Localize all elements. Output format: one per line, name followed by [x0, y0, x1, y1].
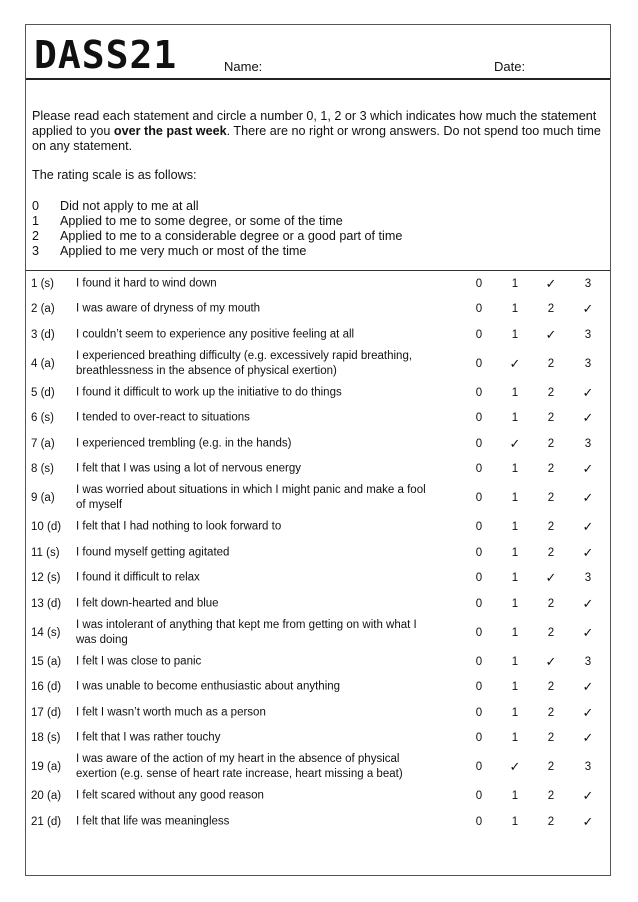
rating-option-0[interactable]: 0 [475, 626, 483, 639]
item-statement: I felt down-hearted and blue [76, 597, 219, 610]
item-statement: I tended to over-react to situations [76, 411, 250, 424]
selected-check-mark[interactable]: ✓ [582, 813, 594, 829]
instructions [32, 109, 608, 154]
selected-check-mark[interactable]: ✓ [509, 435, 521, 451]
rating-option-2[interactable]: 2 [547, 790, 555, 803]
item-code: 9 (a) [31, 492, 55, 505]
dass21-form [25, 24, 611, 876]
item-code: 1 (s) [31, 277, 54, 290]
item-statement: I couldn’t seem to experience any positive feeling at all [76, 328, 355, 341]
rating-option-3[interactable]: 3 [584, 328, 592, 341]
questionnaire-row [26, 675, 610, 701]
rating-option-2[interactable]: 2 [547, 815, 555, 828]
form-header [26, 25, 610, 79]
rating-scale-description: Applied to me to a considerable degree or a good part of time [60, 229, 403, 243]
item-statement: I experienced trembling (e.g. in the hands) [76, 437, 292, 450]
selected-check-mark[interactable]: ✓ [545, 326, 557, 342]
rating-option-1[interactable]: 1 [511, 732, 519, 745]
item-code: 16 (d) [31, 681, 62, 694]
rating-scale-number: 2 [32, 229, 40, 243]
item-statement: I felt scared without any good reason [76, 789, 264, 802]
rating-option-1[interactable]: 1 [511, 492, 519, 505]
rating-option-0[interactable]: 0 [475, 303, 483, 316]
selected-check-mark[interactable]: ✓ [582, 490, 594, 506]
item-code: 20 (a) [31, 790, 62, 803]
rating-scale-item [32, 229, 402, 244]
item-statement: I felt I wasn’t worth much as a person [76, 706, 266, 719]
rating-scale-item [32, 214, 402, 229]
item-statement: I found it hard to wind down [76, 277, 217, 290]
name-field-label: Name: [224, 59, 263, 74]
rating-option-2[interactable]: 2 [547, 597, 555, 610]
rating-scale-list [32, 199, 402, 259]
instructions-part1: Please read each statement and circle a number 0, 1, 2 or 3 which indicates how much the statement applied to you [32, 109, 597, 138]
rating-option-3[interactable]: 3 [584, 437, 592, 450]
rating-option-2[interactable]: 2 [547, 546, 555, 559]
instructions-emphasis: over the past week [113, 124, 227, 138]
rating-option-2[interactable]: 2 [547, 386, 555, 399]
rating-option-2[interactable]: 2 [547, 521, 555, 534]
questionnaire-row [26, 322, 610, 348]
rating-option-0[interactable]: 0 [475, 521, 483, 534]
rating-option-2[interactable]: 2 [547, 706, 555, 719]
rating-option-1[interactable]: 1 [511, 597, 519, 610]
item-statement: I was unable to become enthusiastic about anything [76, 680, 341, 693]
rating-option-0[interactable]: 0 [475, 277, 483, 290]
item-statement: I felt that I was using a lot of nervous energy [76, 462, 302, 475]
rating-option-1[interactable]: 1 [511, 681, 519, 694]
selected-check-mark[interactable]: ✓ [582, 730, 594, 746]
questionnaire-row [26, 380, 610, 406]
rating-option-1[interactable]: 1 [511, 790, 519, 803]
rating-option-2[interactable]: 2 [547, 732, 555, 745]
item-code: 13 (d) [31, 597, 62, 610]
rating-option-2[interactable]: 2 [547, 761, 555, 774]
rating-option-3[interactable]: 3 [584, 655, 592, 668]
selected-check-mark[interactable]: ✓ [545, 275, 557, 291]
item-statement: I felt I was close to panic [76, 655, 202, 668]
instructions-part2: . There are no right or wrong answers. Do not spend too much time on any statement. [32, 124, 601, 153]
questionnaire-row [26, 515, 610, 541]
item-code: 3 (d) [31, 328, 55, 341]
rating-option-0[interactable]: 0 [475, 790, 483, 803]
item-code: 17 (d) [31, 706, 62, 719]
selected-check-mark[interactable]: ✓ [582, 461, 594, 477]
selected-check-mark[interactable]: ✓ [582, 788, 594, 804]
item-code: 6 (s) [31, 412, 54, 425]
item-statement: I was aware of dryness of my mouth [76, 302, 261, 315]
rating-option-2[interactable]: 2 [547, 626, 555, 639]
rating-option-1[interactable]: 1 [511, 463, 519, 476]
selected-check-mark[interactable]: ✓ [582, 410, 594, 426]
rating-option-0[interactable]: 0 [475, 328, 483, 341]
questionnaire-row [26, 700, 610, 726]
selected-check-mark[interactable]: ✓ [509, 759, 521, 775]
rating-option-0[interactable]: 0 [475, 492, 483, 505]
item-code: 2 (a) [31, 303, 55, 316]
rating-option-1[interactable]: 1 [511, 521, 519, 534]
item-code: 12 (s) [31, 572, 61, 585]
rating-option-2[interactable]: 2 [547, 303, 555, 316]
rating-option-0[interactable]: 0 [475, 357, 483, 370]
rating-option-0[interactable]: 0 [475, 681, 483, 694]
rating-option-1[interactable]: 1 [511, 815, 519, 828]
item-code: 7 (a) [31, 437, 55, 450]
rating-option-1[interactable]: 1 [511, 277, 519, 290]
rating-option-0[interactable]: 0 [475, 546, 483, 559]
selected-check-mark[interactable]: ✓ [582, 624, 594, 640]
item-statement: I was worried about situations in which I might panic and make a fool of myself [76, 484, 426, 512]
rating-option-3[interactable]: 3 [584, 761, 592, 774]
item-code: 4 (a) [31, 357, 55, 370]
rating-option-1[interactable]: 1 [511, 328, 519, 341]
rating-option-0[interactable]: 0 [475, 706, 483, 719]
rating-scale-description: Applied to me very much or most of the time [60, 244, 307, 258]
item-code: 8 (s) [31, 463, 54, 476]
item-statement: I found myself getting agitated [76, 546, 230, 559]
date-field-label: Date: [494, 59, 526, 74]
rating-option-2[interactable]: 2 [547, 463, 555, 476]
questionnaire-row [26, 482, 610, 515]
questionnaire-row [26, 431, 610, 457]
rating-scale-description: Did not apply to me at all [60, 199, 199, 213]
item-code: 18 (s) [31, 732, 61, 745]
rating-option-3[interactable]: 3 [584, 277, 592, 290]
rating-option-0[interactable]: 0 [475, 597, 483, 610]
rating-option-1[interactable]: 1 [511, 572, 519, 585]
questionnaire-row [26, 457, 610, 483]
selected-check-mark[interactable]: ✓ [582, 704, 594, 720]
rating-scale-item [32, 244, 402, 259]
selected-check-mark[interactable]: ✓ [582, 679, 594, 695]
rating-option-0[interactable]: 0 [475, 386, 483, 399]
item-code: 19 (a) [31, 761, 62, 774]
rating-option-2[interactable]: 2 [547, 412, 555, 425]
rating-option-0[interactable]: 0 [475, 815, 483, 828]
rating-scale-number: 1 [32, 214, 40, 228]
questionnaire-row [26, 784, 610, 810]
rating-option-0[interactable]: 0 [475, 732, 483, 745]
rating-option-2[interactable]: 2 [547, 681, 555, 694]
questionnaire-row [26, 406, 610, 432]
rating-option-2[interactable]: 2 [547, 357, 555, 370]
rating-option-0[interactable]: 0 [475, 412, 483, 425]
rating-scale-item [32, 199, 402, 214]
questionnaire-row [26, 540, 610, 566]
questionnaire-row [26, 809, 610, 835]
rating-scale-description: Applied to me to some degree, or some of the time [60, 214, 343, 228]
rating-option-3[interactable]: 3 [584, 572, 592, 585]
selected-check-mark[interactable]: ✓ [582, 595, 594, 611]
selected-check-mark[interactable]: ✓ [509, 355, 521, 371]
questionnaire-row [26, 649, 610, 675]
rating-option-1[interactable]: 1 [511, 626, 519, 639]
item-statement: I found it difficult to work up the initiative to do things [76, 386, 342, 399]
selected-check-mark[interactable]: ✓ [545, 653, 557, 669]
header-divider [26, 78, 610, 80]
item-code: 15 (a) [31, 655, 62, 668]
item-code: 11 (s) [31, 546, 60, 559]
rating-option-1[interactable]: 1 [511, 303, 519, 316]
rating-option-0[interactable]: 0 [475, 761, 483, 774]
rating-scale-number: 0 [32, 199, 40, 213]
questionnaire-row [26, 566, 610, 592]
rating-option-1[interactable]: 1 [511, 546, 519, 559]
questionnaire-row [26, 617, 610, 650]
selected-check-mark[interactable]: ✓ [545, 570, 557, 586]
item-statement: I was aware of the action of my heart in the absence of physical exertion (e.g. sense of heart rate increase, heart missing a beat) [76, 753, 403, 781]
questionnaire-row [26, 271, 610, 297]
questionnaire-row [26, 751, 610, 784]
rating-option-2[interactable]: 2 [547, 437, 555, 450]
rating-option-1[interactable]: 1 [511, 386, 519, 399]
rating-option-1[interactable]: 1 [511, 655, 519, 668]
item-statement: I experienced breathing difficulty (e.g. excessively rapid breathing, breathlessness in the absence of physical exertion) [76, 349, 413, 377]
item-code: 14 (s) [31, 626, 61, 639]
item-code: 5 (d) [31, 386, 55, 399]
rating-option-0[interactable]: 0 [475, 463, 483, 476]
rating-option-0[interactable]: 0 [475, 572, 483, 585]
selected-check-mark[interactable]: ✓ [582, 384, 594, 400]
rating-option-0[interactable]: 0 [475, 437, 483, 450]
form-title: DASS21 [34, 33, 178, 77]
questionnaire-row [26, 297, 610, 323]
selected-check-mark[interactable]: ✓ [582, 301, 594, 317]
rating-option-1[interactable]: 1 [511, 706, 519, 719]
questionnaire-row [26, 348, 610, 381]
item-statement: I found it difficult to relax [76, 571, 200, 584]
item-statement: I felt that I was rather touchy [76, 731, 221, 744]
item-statement: I felt that life was meaningless [76, 815, 230, 828]
rating-option-2[interactable]: 2 [547, 492, 555, 505]
selected-check-mark[interactable]: ✓ [582, 544, 594, 560]
rating-scale-title: The rating scale is as follows: [32, 168, 197, 182]
item-statement: I felt that I had nothing to look forward to [76, 520, 282, 533]
rating-option-1[interactable]: 1 [511, 412, 519, 425]
item-code: 21 (d) [31, 815, 62, 828]
instructions-text [32, 109, 608, 154]
rating-option-0[interactable]: 0 [475, 655, 483, 668]
questionnaire-items [26, 271, 610, 835]
item-statement: I was intolerant of anything that kept me from getting on with what I was doing [76, 618, 417, 646]
rating-option-3[interactable]: 3 [584, 357, 592, 370]
item-code: 10 (d) [31, 521, 62, 534]
selected-check-mark[interactable]: ✓ [582, 519, 594, 535]
rating-scale-number: 3 [32, 244, 40, 258]
questionnaire-row [26, 726, 610, 752]
questionnaire-row [26, 591, 610, 617]
